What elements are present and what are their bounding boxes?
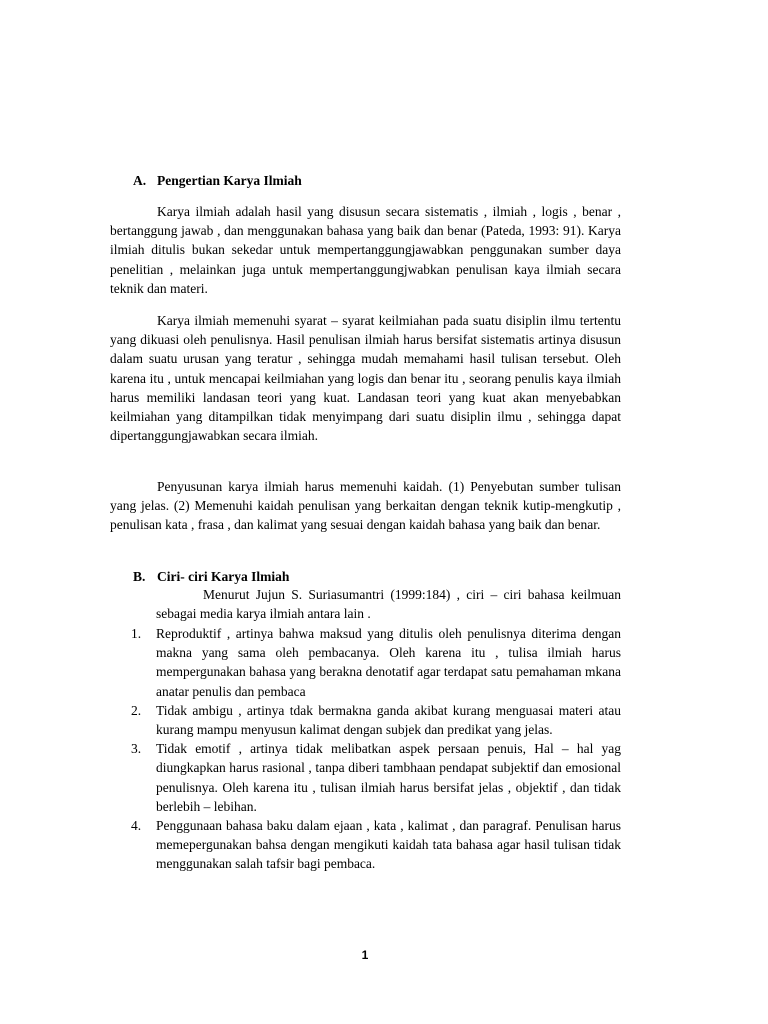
section-b-heading (133, 567, 289, 586)
list-item-text: Tidak ambigu , artinya tdak bermakna ganda akibat kurang menguasai materi atau kurang mampu menyusun kalimat dengan subjek dan predikat yang jelas. (156, 702, 621, 738)
list-item-number: 3. (131, 741, 142, 757)
section-b-letter: B. (133, 569, 146, 584)
list-item-text: Penggunaan bahasa baku dalam ejaan , kata , kalimat , dan paragraf. Penulisan harus memepergunakan bahsa dengan mengikuti kaidah tata bahasa agar hasil tulisan tidak menggunakan salah tafsir bagi pembaca. (156, 818, 621, 872)
section-a-title: Pengertian Karya Ilmiah (157, 173, 302, 188)
section-a-heading (133, 171, 302, 190)
list-item-number: 2. (131, 702, 142, 718)
section-a-paragraph-1: Karya ilmiah adalah hasil yang disusun secara sistematis , ilmiah , logis , benar , bertanggung jawab , dan menggunakan bahasa yang baik dan benar (Pateda, 1993: 91). Karya ilmiah ditulis bukan sekedar untuk mempertanggungjawabkan penggunakan sumber daya penelitian , melainkan juga untuk mempertanggungjwabkan penulisan kaya ilmiah secara teknik dan materi. (110, 204, 621, 296)
section-a-paragraph-2: Karya ilmiah memenuhi syarat – syarat keilmiahan pada suatu disiplin ilmu tertentu yang dikuasi oleh penulisnya. Hasil penulisan ilmiah harus bersifat sistematis artinya disusun dalam suatu urusan yang teratur , sehingga mudah memahami hasil tulisan tersebut. Oleh karena itu , untuk mencapai keilmiahan yang logis dan benar itu , seorang penulis kaya ilmiah harus memiliki landasan teori yang kuat. Landasan teori yang kuat akan menyebabkan keilmiahan yang ditampilkan tidak menyimpang dari suatu disiplin ilmu , sehingga dapat dipertanggungjawabkan secara ilmiah. (110, 313, 621, 444)
list-item-number: 4. (131, 818, 142, 834)
list-item (110, 624, 621, 701)
characteristics-list (110, 624, 621, 874)
list-item (110, 816, 621, 874)
list-item-number: 1. (131, 626, 142, 641)
section-a-letter: A. (133, 173, 147, 188)
list-item-text: Reproduktif , artinya bahwa maksud yang ditulis oleh penulisnya diterima dengan makna yang sama oleh pembacanya. Oleh karena itu , tulisa ilmiah harus mempergunakan bahasa yang berakna denotatif agar terdapat satu pemahaman mkana anatar penulis dan pembaca (156, 626, 621, 699)
section-b-title: Ciri- ciri Karya Ilmiah (157, 569, 290, 584)
list-item-text: Tidak emotif , artinya tidak melibatkan aspek persaan penuis, Hal – hal yag diungkapkan harus rasional , tanpa diberi tambhaan pendapat subjektif dan emosional penulisnya. Oleh karena itu , tulisan ilmiah harus bersifat jelas , objektif , dan tidak berlebih – lebihan. (156, 741, 621, 814)
section-a-paragraph-3: Penyusunan karya ilmiah harus memenuhi kaidah. (1) Penyebutan sumber tulisan yang jelas. (2) Memenuhi kaidah penulisan yang berkaitan dengan teknik kutip-mengkutip , penulisan kata , frasa , dan kalimat yang sesuai dengan kaidah bahasa yang baik dan benar. (110, 479, 621, 533)
list-item (110, 701, 621, 739)
list-item (110, 739, 621, 816)
section-b-intro: Menurut Jujun S. Suriasumantri (1999:184) , ciri – ciri bahasa keilmuan sebagai media karya ilmiah antara lain . (156, 587, 621, 622)
page-number: 1 (361, 948, 369, 962)
